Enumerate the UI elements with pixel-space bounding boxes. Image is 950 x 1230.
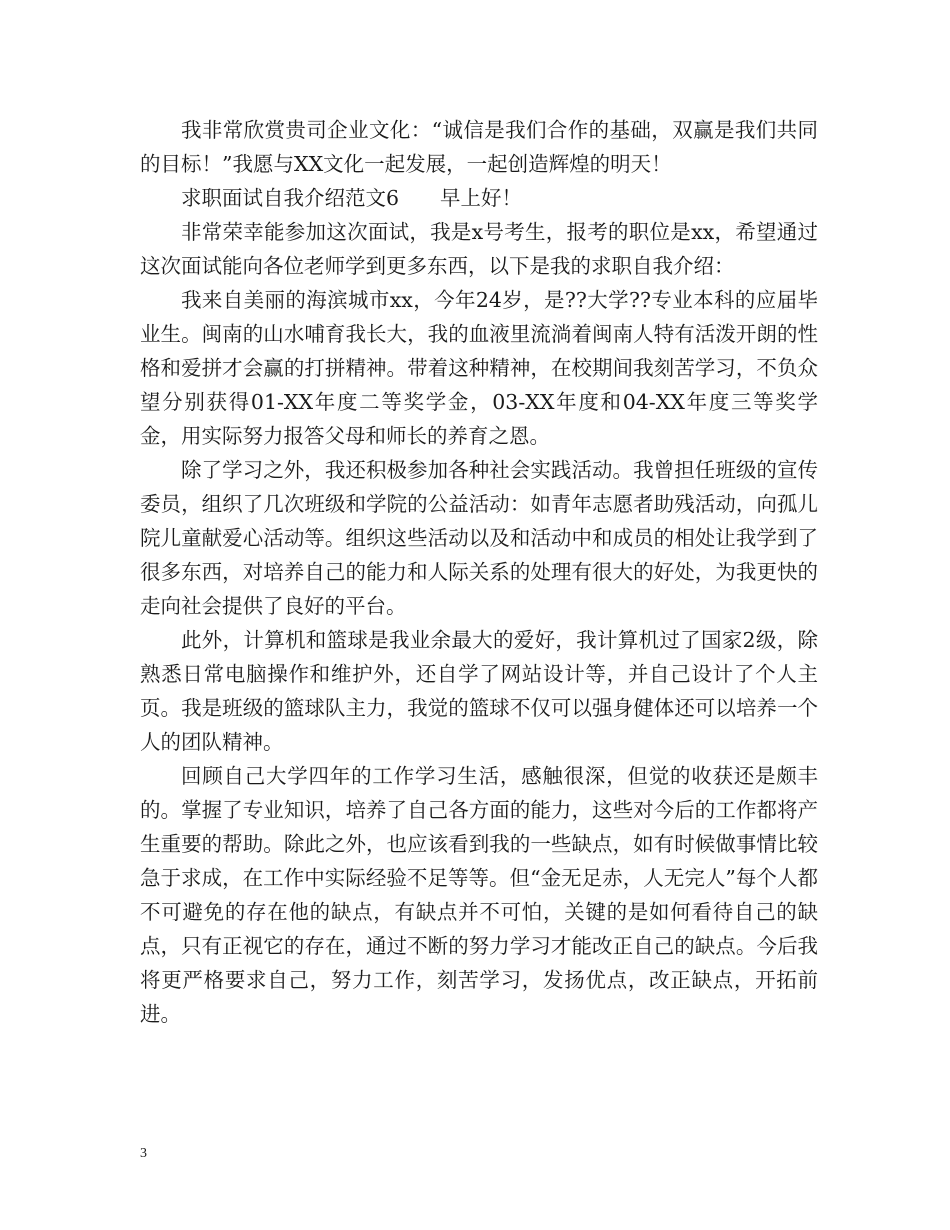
paragraph-hobbies: 此外，计算机和篮球是我业余最大的爱好，我计算机过了国家2级，除熟悉日常电脑操作和维护外，还自学了网站设计等，并自己设计了个人主页。我是班级的篮球队主力，我觉的篮球不仅可以强身健体还可以培养一个人的团队精神。	[140, 628, 818, 754]
paragraph-background: 我来自美丽的海滨城市xx，今年24岁，是??大学??专业本科的应届毕业生。闽南的山水哺育我长大，我的血液里流淌着闽南人特有活泼开朗的性格和爱拼才会赢的打拼精神。带着这种精神，在校期间我刻苦学习，不负众望分别获得01-XX年度二等奖学金，03-XX年度和04-XX年度三等奖学金，用实际努力报答父母和师长的养育之恩。	[140, 288, 818, 448]
paragraph-intro: 非常荣幸能参加这次面试，我是x号考生，报考的职位是xx，希望通过这次面试能向各位老师学到更多东西，以下是我的求职自我介绍：	[140, 220, 818, 278]
paragraph-sample-title: 求职面试自我介绍范文6 早上好！	[181, 186, 523, 210]
paragraph-activities: 除了学习之外，我还积极参加各种社会实践活动。我曾担任班级的宣传委员，组织了几次班级和学院的公益活动：如青年志愿者助残活动，向孤儿院儿童献爱心活动等。组织这些活动以及和活动中和成员的相处让我学到了很多东西，对培养自己的能力和人际关系的处理有很大的好处，为我更快的走向社会提供了良好的平台。	[140, 458, 818, 618]
paragraph-reflection: 回顾自己大学四年的工作学习生活，感触很深，但觉的收获还是颇丰的。掌握了专业知识，培养了自己各方面的能力，这些对今后的工作都将产生重要的帮助。除此之外，也应该看到我的一些缺点，如有时候做事情比较急于求成，在工作中实际经验不足等等。但“金无足赤，人无完人”每个人都不可避免的存在他的缺点，有缺点并不可怕，关键的是如何看待自己的缺点，只有正视它的存在，通过不断的努力学习才能改正自己的缺点。今后我将更严格要求自己，努力工作，刻苦学习，发扬优点，改正缺点，开拓前进。	[140, 764, 818, 1026]
document-body	[140, 113, 818, 1031]
paragraph-culture: 我非常欣赏贵司企业文化：“诚信是我们合作的基础，双赢是我们共同的目标！”我愿与XX文化一起发展，一起创造辉煌的明天！	[140, 118, 818, 176]
page-number: 3	[140, 1146, 147, 1161]
